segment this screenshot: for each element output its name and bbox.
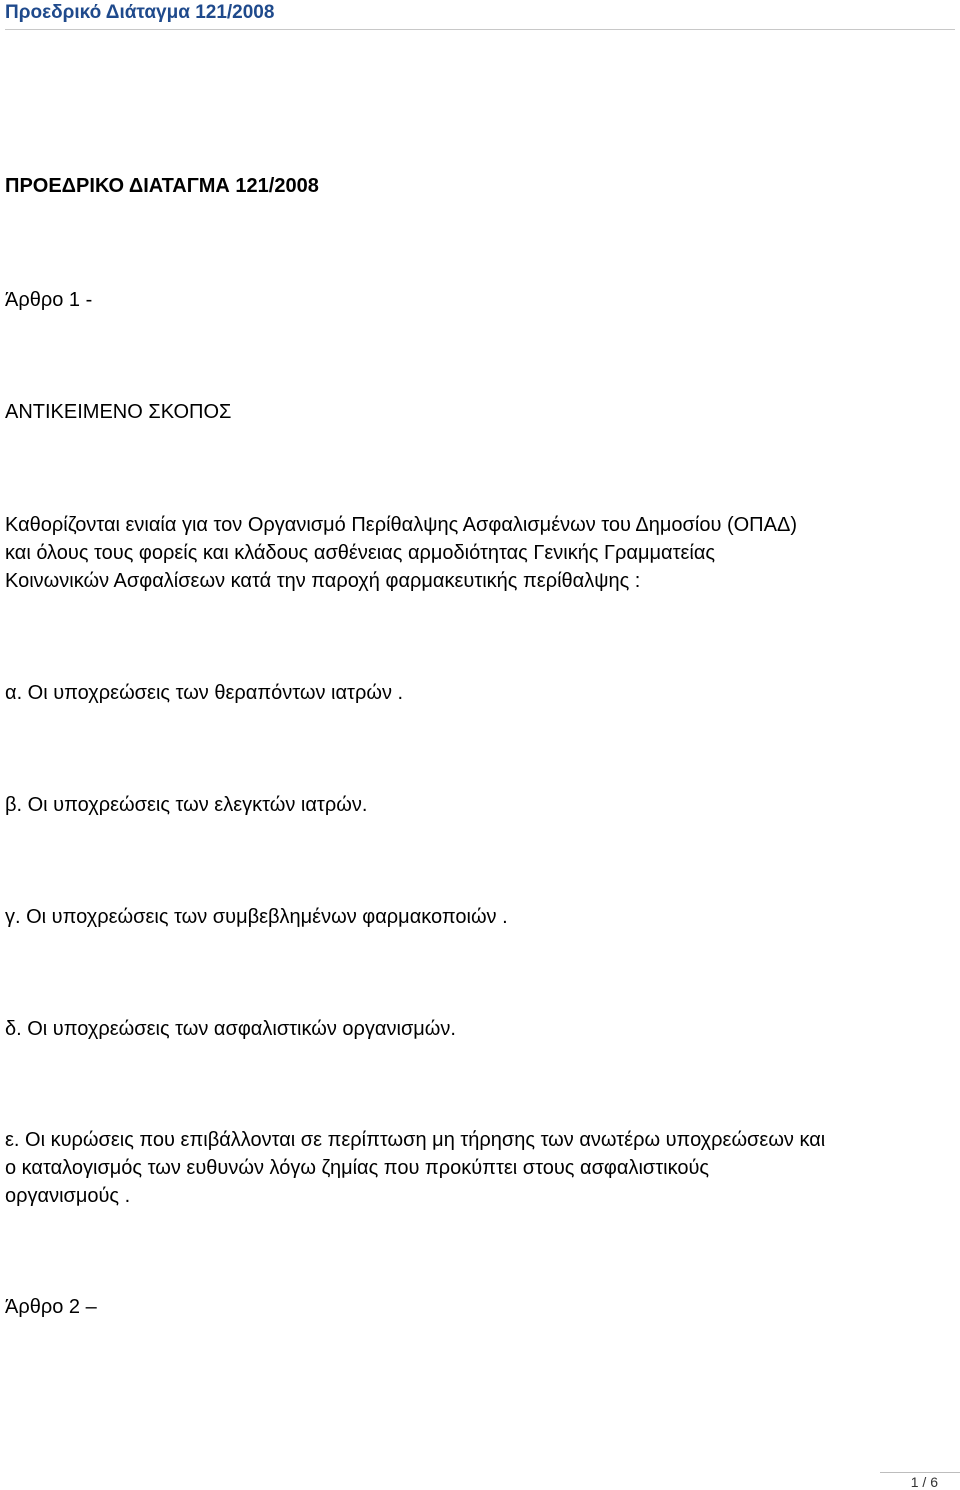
page-number: 1 / 6 [910,1474,938,1490]
article-2-heading: Άρθρο 2 – [5,1296,97,1318]
list-item-c: γ. Οι υποχρεώσεις των συμβεβλημένων φαρμακοποιών . [5,906,508,928]
list-item-d: δ. Οι υποχρεώσεις των ασφαλιστικών οργανισμών. [5,1018,456,1040]
document-title: ΠΡΟΕΔΡΙΚΟ ΔΙΑΤΑΓΜΑ 121/2008 [5,175,319,197]
list-item-e [5,1126,955,1210]
intro-line: και όλους τους φορείς και κλάδους ασθένειας αρμοδιότητας Γενικής Γραμματείας [5,542,716,564]
article-1-heading: Άρθρο 1 - [5,289,93,311]
list-item-e-line: ο καταλογισμός των ευθυνών λόγω ζημίας που προκύπτει στους ασφαλιστικούς [5,1157,710,1179]
intro-line: Καθορίζονται ενιαία για τον Οργανισμό Περίθαλψης Ασφαλισμένων του Δημοσίου (ΟΠΑΔ) [5,514,797,536]
footer-divider [880,1472,960,1473]
intro-paragraph [5,511,955,595]
page-header-title: Προεδρικό Διάταγμα 121/2008 [5,2,275,23]
list-item-a: α. Οι υποχρεώσεις των θεραπόντων ιατρών . [5,682,404,704]
list-item-b: β. Οι υποχρεώσεις των ελεγκτών ιατρών. [5,794,368,816]
intro-line: Κοινωνικών Ασφαλίσεων κατά την παροχή φαρμακευτικής περίθαλψης : [5,570,641,592]
article-1-subject: ΑΝΤΙΚΕΙΜΕΝΟ ΣΚΟΠΟΣ [5,401,232,423]
list-item-e-line: ε. Οι κυρώσεις που επιβάλλονται σε περίπτωση μη τήρησης των ανωτέρω υποχρεώσεων και [5,1129,826,1151]
list-item-e-line: οργανισμούς . [5,1185,131,1207]
header-divider [5,29,955,30]
